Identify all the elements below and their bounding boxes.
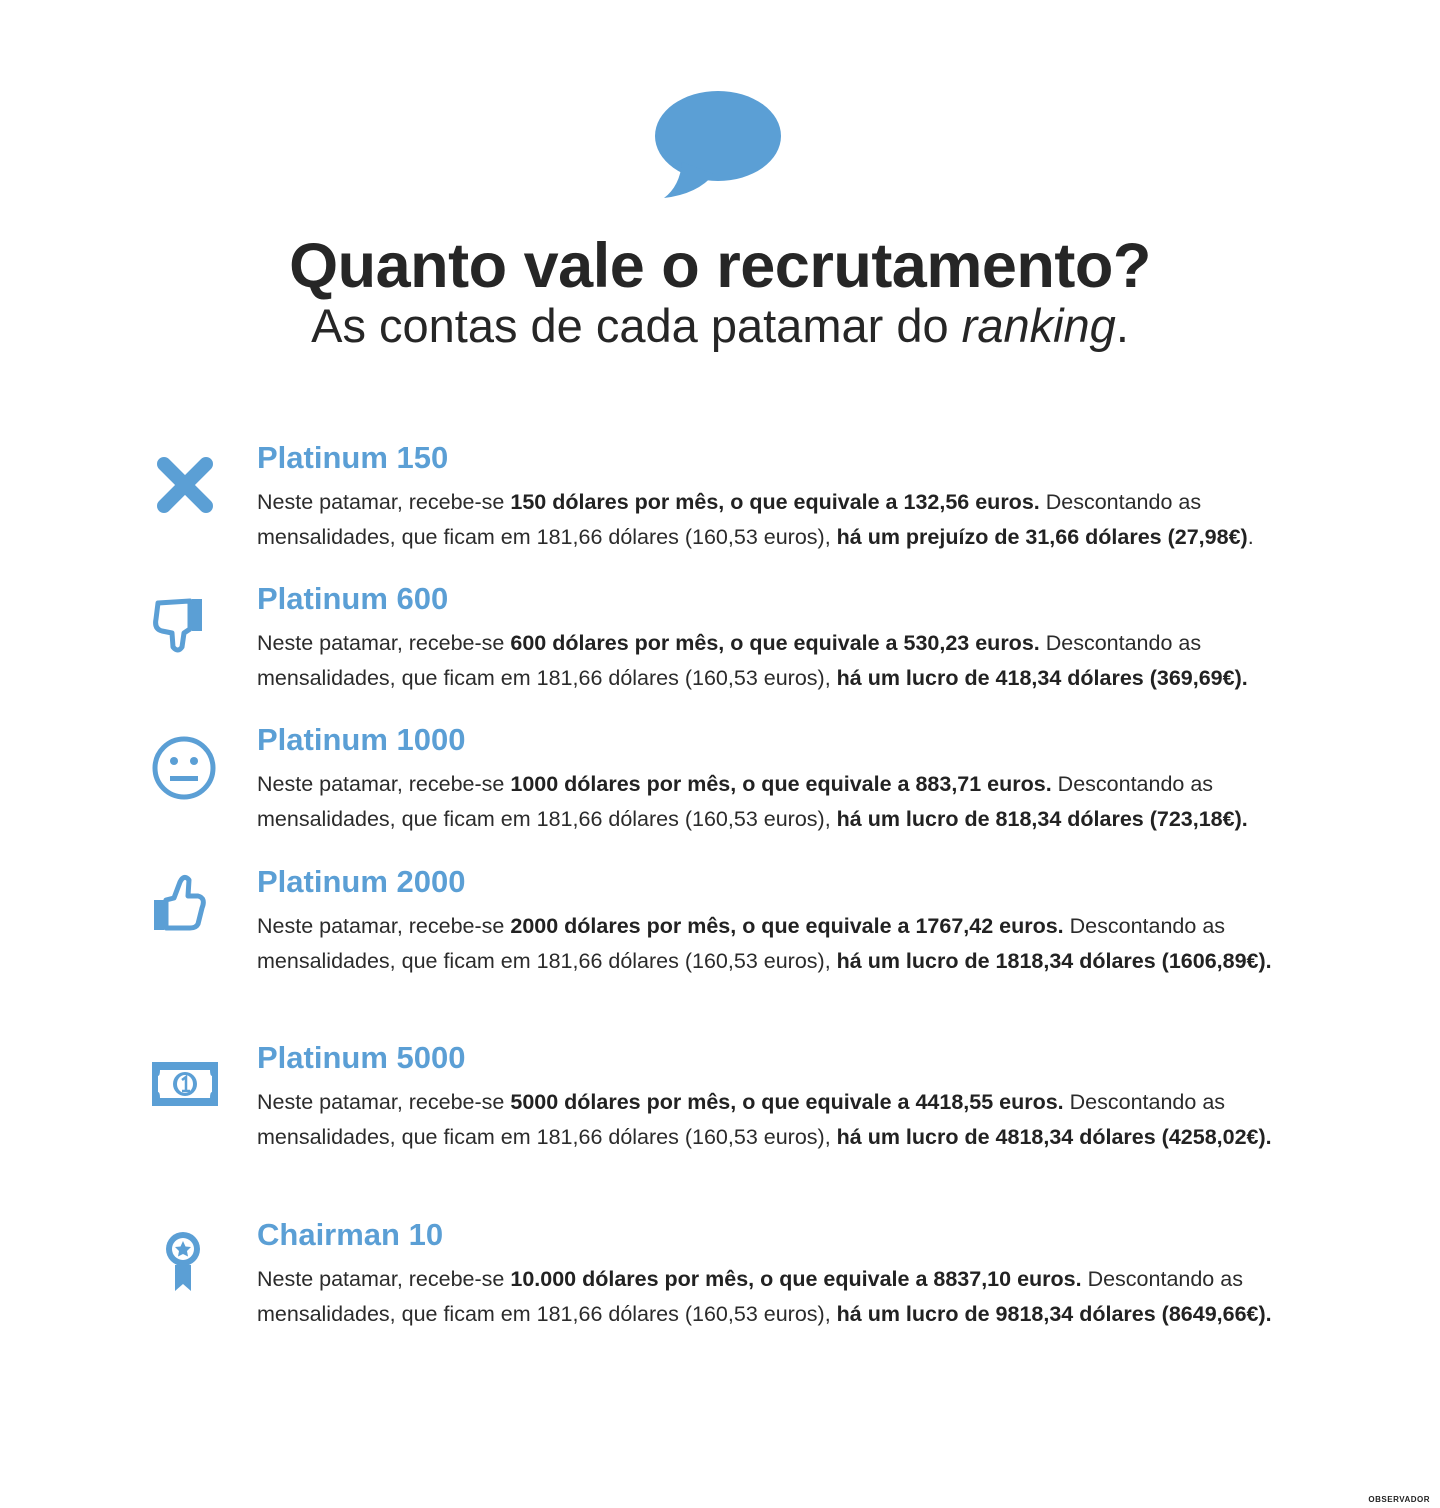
tier-result: há um lucro de 818,34 dólares (723,18€).: [836, 807, 1248, 832]
tier-description: [257, 767, 1277, 838]
tier-result: há um prejuízo de 31,66 dólares (27,98€): [836, 525, 1248, 550]
tier-income: 2000 dólares por mês, o que equivale a 1767,42 euros.: [510, 914, 1064, 938]
speech-bubble-icon: [652, 90, 784, 202]
banknote-icon: [150, 1050, 220, 1122]
tier-text: Descontando as mensalidades, que ficam em 181,66 dólares (160,53 euros),: [257, 631, 1202, 691]
tier-title: Platinum 5000: [257, 1040, 466, 1075]
page-title: Quanto vale o recrutamento?: [289, 231, 1151, 301]
tier-income: 10.000 dólares por mês, o que equivale a 8837,10 euros.: [510, 1267, 1082, 1291]
neutral-face-icon: [150, 734, 220, 806]
page-subtitle: [0, 298, 1440, 354]
tier-description: [257, 626, 1277, 697]
publisher-credit: OBSERVADOR: [1368, 1495, 1430, 1504]
tier-title: Platinum 150: [257, 440, 449, 475]
thumbs-down-icon: [150, 589, 220, 661]
tier-result: há um lucro de 9818,34 dólares (8649,66€).: [836, 1302, 1272, 1327]
tier-text: Descontando as mensalidades, que ficam em 181,66 dólares (160,53 euros),: [257, 914, 1226, 974]
tier-text: Neste patamar, recebe-se: [257, 631, 511, 655]
tier-text: Descontando as mensalidades, que ficam em 181,66 dólares (160,53 euros),: [257, 1267, 1243, 1327]
tier-text: Descontando as mensalidades, que ficam em 181,66 dólares (160,53 euros),: [257, 490, 1202, 550]
subtitle-text: As contas de cada patamar do: [311, 299, 962, 352]
tier-text: Neste patamar, recebe-se: [257, 772, 511, 796]
tier-text: Descontando as mensalidades, que ficam em 181,66 dólares (160,53 euros),: [257, 772, 1214, 832]
x-icon: [150, 450, 220, 522]
tier-text: Neste patamar, recebe-se: [257, 1267, 511, 1291]
tier-description: [257, 909, 1277, 980]
tier-title: Platinum 600: [257, 581, 449, 616]
award-ribbon-icon: [150, 1229, 220, 1301]
tier-income: 5000 dólares por mês, o que equivale a 4418,55 euros.: [510, 1090, 1064, 1114]
tier-income: 1000 dólares por mês, o que equivale a 883,71 euros.: [510, 772, 1052, 796]
subtitle-end: .: [1115, 299, 1129, 352]
tier-result: há um lucro de 4818,34 dólares (4258,02€).: [836, 1125, 1272, 1150]
subtitle-italic: ranking: [961, 299, 1116, 352]
tier-text: Descontando as mensalidades, que ficam em 181,66 dólares (160,53 euros),: [257, 1090, 1226, 1150]
tier-text: Neste patamar, recebe-se: [257, 914, 511, 938]
tier-income: 600 dólares por mês, o que equivale a 530,23 euros.: [510, 631, 1040, 655]
tier-income: 150 dólares por mês, o que equivale a 132,56 euros.: [510, 490, 1040, 514]
tier-result: há um lucro de 418,34 dólares (369,69€).: [836, 666, 1248, 691]
tier-text: Neste patamar, recebe-se: [257, 490, 511, 514]
tier-title: Platinum 1000: [257, 722, 466, 757]
tier-description: [257, 485, 1277, 556]
tier-title: Chairman 10: [257, 1217, 444, 1252]
thumbs-up-icon: [150, 870, 220, 942]
tier-text: .: [1247, 525, 1254, 550]
tier-title: Platinum 2000: [257, 864, 466, 899]
tier-result: há um lucro de 1818,34 dólares (1606,89€).: [836, 949, 1272, 974]
tier-description: [257, 1262, 1277, 1333]
tier-text: Neste patamar, recebe-se: [257, 1090, 511, 1114]
tier-description: [257, 1085, 1277, 1156]
